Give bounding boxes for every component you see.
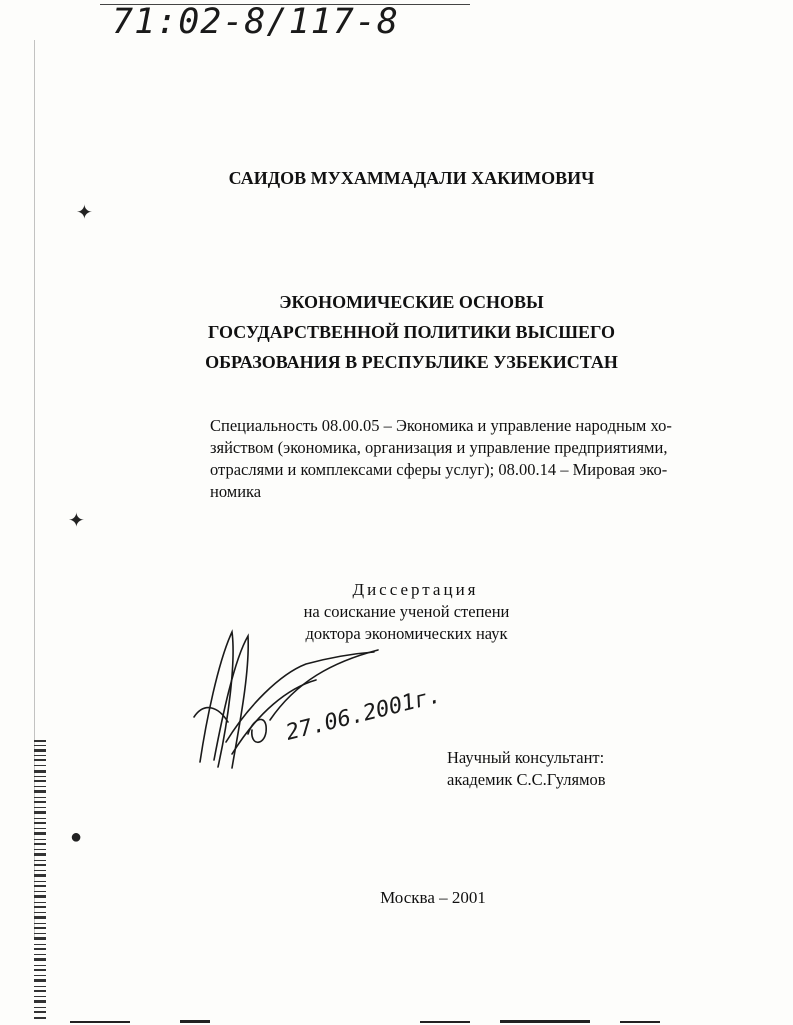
title-line: ЭКОНОМИЧЕСКИЕ ОСНОВЫ bbox=[279, 292, 544, 312]
signature-icon bbox=[188, 622, 468, 772]
specialty-line: зяйством (экономика, организация и управление предприятиями, bbox=[210, 438, 668, 457]
scan-margin-barcode bbox=[34, 740, 46, 1020]
degree-line-1: на соискание ученой степени bbox=[303, 602, 510, 621]
specialty-line: отраслями и комплексами сферы услуг); 08.00.14 – Мировая эко- bbox=[210, 460, 668, 479]
specialty-line: Специальность 08.00.05 – Экономика и управление народным хо- bbox=[210, 416, 672, 435]
dissertation-label: Диссертация bbox=[352, 580, 479, 599]
title-line: ОБРАЗОВАНИЯ В РЕСПУБЛИКЕ УЗБЕКИСТАН bbox=[205, 352, 618, 372]
hole-punch-mark-icon: ✦ bbox=[68, 510, 85, 532]
hole-punch-mark-icon: ✦ bbox=[76, 202, 93, 224]
dissertation-title bbox=[0, 287, 793, 377]
handwritten-date: 27.06.2001г. bbox=[283, 683, 444, 746]
consultant-block bbox=[447, 747, 606, 791]
place-and-year: Москва – 2001 bbox=[380, 888, 486, 907]
handwritten-call-number: 71:02-8/117-8 bbox=[112, 2, 399, 42]
author-name: САИДОВ МУХАММАДАЛИ ХАКИМОВИЧ bbox=[228, 168, 595, 188]
consultant-name: академик С.С.Гулямов bbox=[447, 770, 606, 789]
specialty-line: номика bbox=[210, 482, 262, 501]
degree-line-2: доктора экономических наук bbox=[305, 624, 508, 643]
hole-punch-mark-icon: ● bbox=[70, 826, 83, 848]
specialty-paragraph bbox=[210, 415, 710, 503]
title-line: ГОСУДАРСТВЕННОЙ ПОЛИТИКИ ВЫСШЕГО bbox=[207, 322, 616, 342]
scan-bottom-edge bbox=[0, 1018, 793, 1025]
consultant-label: Научный консультант: bbox=[447, 748, 605, 767]
